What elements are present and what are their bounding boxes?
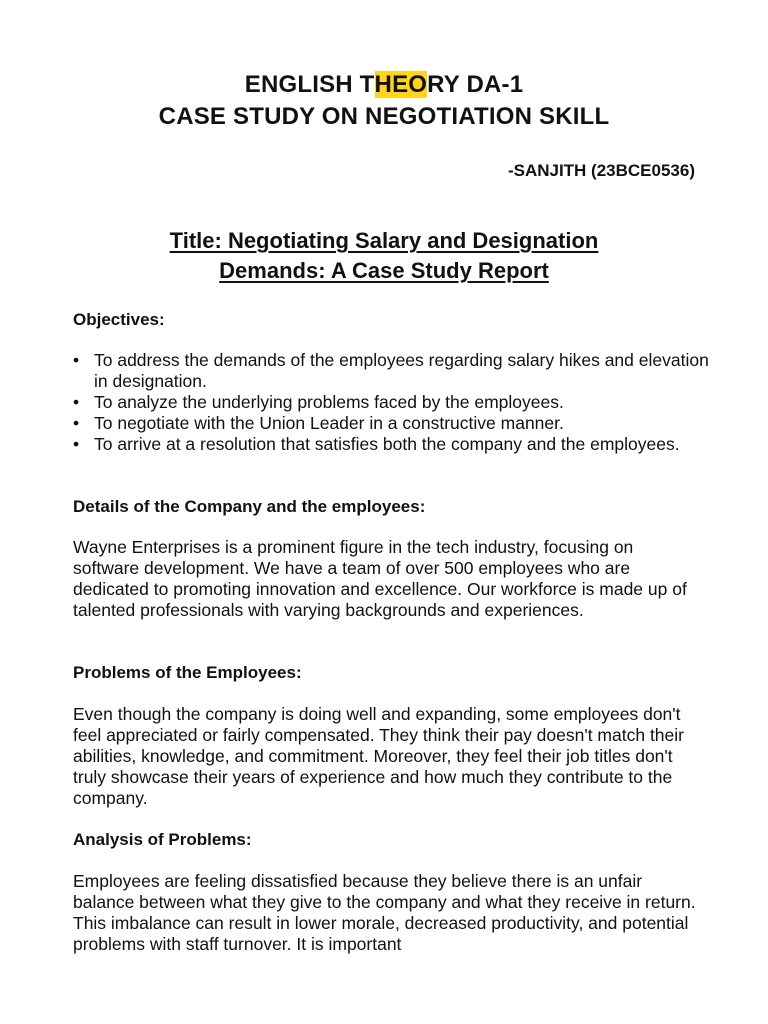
case-study-heading: CASE STUDY ON NEGOTIATION SKILL <box>158 103 610 130</box>
analysis-paragraph: Employees are feeling dissatisfied because they believe there is an unfair balance between what they give to the company and what they receive in return. This imbalance can result in lower morale, decreased productivity, and potential problems with staff turnover. It is important <box>73 871 696 954</box>
list-item <box>73 434 713 455</box>
highlighted-text: HEO <box>374 71 428 98</box>
assignment-title <box>0 70 768 100</box>
list-item-text: To negotiate with the Union Leader in a constructive manner. <box>94 413 564 433</box>
list-item <box>73 413 713 434</box>
problems-heading: Problems of the Employees: <box>73 663 302 682</box>
analysis-heading: Analysis of Problems: <box>73 830 252 849</box>
report-title-text-2: Demands: A Case Study Report <box>219 258 549 283</box>
bullet: • <box>73 392 80 412</box>
objectives-list <box>73 350 713 455</box>
details-heading: Details of the Company and the employees: <box>73 497 426 516</box>
author-line: -SANJITH (23BCE0536) <box>507 161 695 180</box>
details-paragraph: Wayne Enterprises is a prominent figure in the tech industry, focusing on software development. We have a team of over 500 employees who are dedicated to promoting innovation and excellence. Our workforce is made up of talented professionals with varying backgrounds and experiences. <box>73 537 687 620</box>
list-item <box>73 392 713 413</box>
assignment-title-end: RY DA-1 <box>427 71 524 98</box>
objectives-heading: Objectives: <box>73 310 165 329</box>
list-item-text: To address the demands of the employees regarding salary hikes and elevation in designation. <box>94 350 709 391</box>
bullet: • <box>73 434 80 454</box>
report-title-text-1: Title: Negotiating Salary and Designation <box>169 228 599 253</box>
bullet: • <box>73 350 80 370</box>
report-title-line-1 <box>0 226 768 256</box>
problems-paragraph: Even though the company is doing well and expanding, some employees don't feel appreciated or fairly compensated. They think their pay doesn't match their abilities, knowledge, and commitment. Moreover, they feel their job titles don't truly showcase their years of experience and how much they contribute to the company. <box>73 704 684 808</box>
bullet: • <box>73 413 80 433</box>
list-item-text: To analyze the underlying problems faced by the employees. <box>94 392 564 412</box>
list-item-text: To arrive at a resolution that satisfies both the company and the employees. <box>94 434 680 454</box>
assignment-title-start: ENGLISH T <box>244 71 375 98</box>
list-item <box>73 350 713 392</box>
report-title-line-2 <box>0 256 768 286</box>
